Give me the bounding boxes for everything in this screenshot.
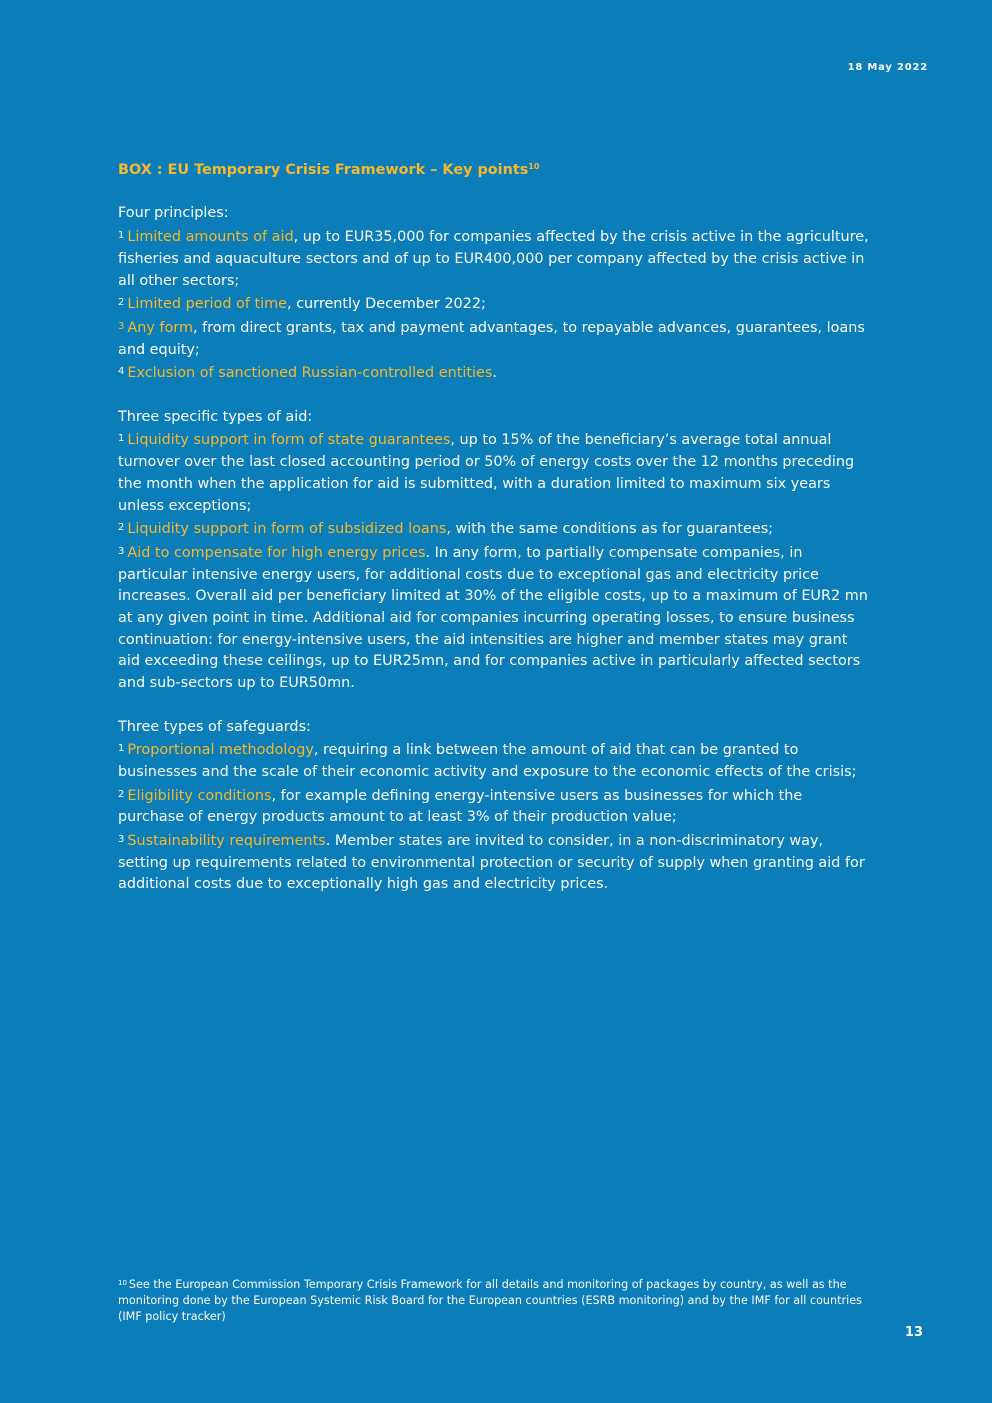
item-text: , up to 15% of the beneficiary’s average total annual turnover over the last closed accounting period or 50% of energy costs over the 12 months preceding the month when the application for aid is submitted, with a duration limited to maximum six years unless exceptions; (118, 432, 855, 514)
item-highlight: Sustainability requirements (127, 833, 326, 850)
section-heading: Three specific types of aid: (118, 408, 313, 425)
item-number: 3 (118, 545, 125, 557)
page-number: 13 (904, 1325, 923, 1340)
list-item (118, 517, 870, 541)
item-highlight: Limited period of time (127, 296, 287, 313)
item-highlight: Limited amounts of aid (127, 229, 294, 246)
item-highlight: Aid to compensate for high energy prices (127, 544, 426, 561)
item-highlight: Exclusion of sanctioned Russian-controlled entities (127, 365, 493, 382)
item-text: , requiring a link between the amount of aid that can be granted to businesses and the scale of their economic activity and exposure to the economic effects of the crisis; (118, 742, 857, 780)
item-number: 2 (118, 788, 125, 800)
item-text: , for example defining energy-intensive users as businesses for which the purchase of energy products amount to at least 3% of their production value; (118, 787, 803, 826)
item-number: 2 (118, 522, 125, 534)
item-highlight: Proportional methodology (127, 742, 314, 759)
footnote-number: 10 (118, 1279, 127, 1287)
box-title-text: BOX : EU Temporary Crisis Framework – Key points (118, 162, 529, 178)
item-number: 2 (118, 297, 125, 309)
list-item (118, 316, 870, 361)
section-four-principles (118, 203, 870, 385)
item-highlight: Liquidity support in form of subsidized loans (127, 521, 447, 538)
item-highlight: Any form (127, 319, 193, 336)
section-types-of-aid (118, 407, 870, 695)
item-text: , from direct grants, tax and payment advantages, to repayable advances, guarantees, loans and equity; (118, 319, 865, 358)
list-item (118, 541, 870, 695)
section-safeguards (118, 717, 870, 897)
item-highlight: Eligibility conditions (127, 787, 272, 804)
item-text: . Member states are invited to consider, in a non-discriminatory way, setting up requirements related to environmental protection or security of supply when granting aid for additional costs due to exceptionally high gas and electricity prices. (118, 833, 865, 893)
list-item (118, 428, 870, 517)
item-text: , currently December 2022; (287, 296, 486, 313)
item-text: . (492, 365, 497, 382)
list-item (118, 225, 870, 292)
item-text: , up to EUR35,000 for companies affected by the crisis active in the agriculture, fisheries and aquaculture sectors and of up to EUR400,000 per company affected by the crisis active in all other sectors; (118, 229, 869, 289)
footnote-text: See the European Commission Temporary Crisis Framework for all details and monitoring of packages by country, as well as the monitoring done by the European Systemic Risk Board for the European countries (ESRB monitoring) and by the IMF for all countries (IMF policy tracker) (118, 1278, 862, 1323)
box-title-footnote-ref[interactable]: 10 (528, 162, 540, 171)
item-number: 1 (118, 743, 125, 755)
item-number: 3 (118, 320, 125, 332)
list-item (118, 738, 870, 783)
item-text: , with the same conditions as for guarantees; (446, 521, 774, 538)
list-item (118, 829, 870, 896)
item-highlight: Liquidity support in form of state guarantees (127, 432, 451, 449)
report-date: 18 May 2022 (847, 62, 928, 73)
item-text: . In any form, to partially compensate companies, in particular intensive energy users, for additional costs due to exceptional gas and electricity price increases. Overall aid per beneficiary limited at 30% of the eligible costs, up to a maximum of EUR2 mn at any given point in time. Additional aid for companies incurring operating losses, to ensure business continuation: for energy-intensive users, the aid intensities are higher and member states may grant aid exceeding these ceilings, up to EUR25mn, and for companies active in particularly affected sectors and sub-sectors up to EUR50mn. (118, 544, 868, 692)
item-number: 1 (118, 433, 125, 445)
list-item (118, 784, 870, 829)
footnote (118, 1276, 878, 1324)
section-heading: Four principles: (118, 205, 229, 222)
list-item (118, 292, 870, 316)
key-points-box (118, 156, 870, 918)
list-item (118, 361, 870, 385)
section-heading: Three types of safeguards: (118, 718, 311, 735)
item-number: 4 (118, 366, 125, 378)
item-number: 3 (118, 834, 125, 846)
box-title (118, 156, 870, 182)
item-number: 1 (118, 230, 125, 242)
